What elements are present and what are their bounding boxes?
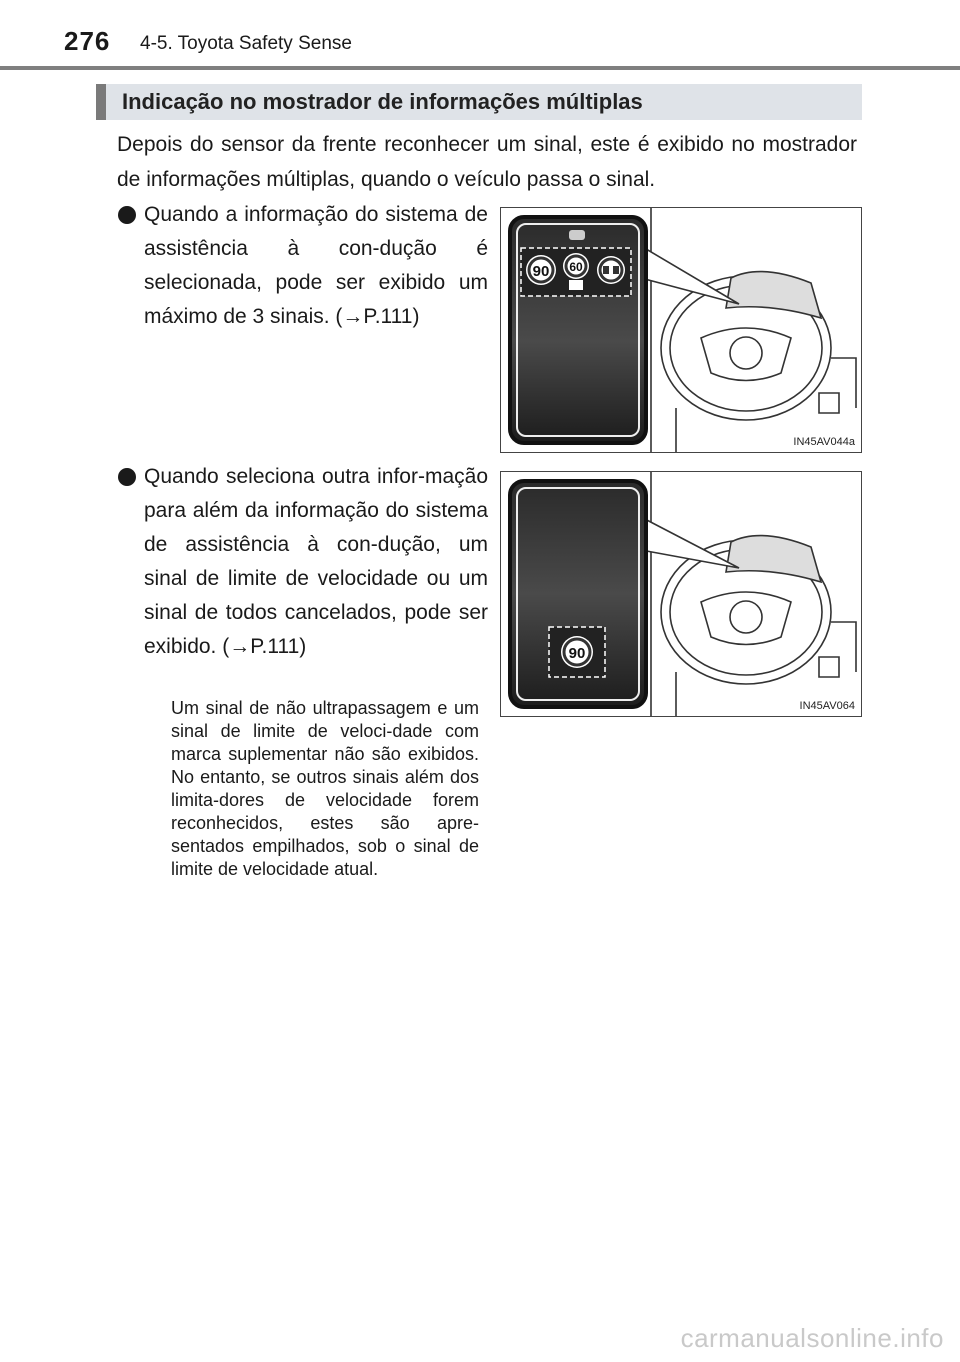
figure-code: IN45AV044a	[793, 436, 855, 448]
figure-display-one-sign	[500, 471, 862, 717]
watermark: carmanualsonline.info	[680, 1323, 944, 1353]
callout-pointer	[641, 246, 739, 304]
sign-value: 60	[569, 260, 583, 274]
sign-value: 90	[568, 645, 586, 662]
car-icon	[569, 230, 585, 240]
steering-wheel-icon	[651, 472, 856, 716]
bullet-dot-icon	[118, 468, 136, 486]
steering-wheel-icon	[651, 208, 856, 452]
no-overtaking-sign-icon	[597, 256, 625, 284]
bullet-item	[118, 198, 488, 334]
page-number: 276	[64, 26, 111, 56]
bullet-text: Quando seleciona outra infor-mação para além da informação do sistema de assistência à con-dução, um sinal de limite de velocidade ou um sinal de todos cancelados, pode ser exibido. (→P.111)	[144, 465, 488, 658]
banner-title: Indicação no mostrador de informações múltiplas	[122, 89, 643, 114]
bullet-dot-icon	[118, 206, 136, 224]
header-rule	[0, 66, 960, 70]
section-banner	[96, 84, 862, 120]
section-path: 4-5. Toyota Safety Sense	[140, 33, 352, 54]
dashboard-illustration	[501, 208, 861, 452]
bullet-text: Quando a informação do sistema de assistência à con-dução é selecionada, pode ser exibido um máximo de 3 sinais. (→P.111)	[144, 203, 488, 328]
sign-value: 90	[532, 263, 550, 280]
bullet-note: Um sinal de não ultrapassagem e um sinal de limite de veloci-dade com marca suplementar não são exibidos. No entanto, se outros sinais além dos limita-dores de velocidade forem reconhecidos, estes são apre-sentados empilhados, sob o sinal de limite de velocidade atual.	[171, 698, 479, 879]
figure-display-three-signs	[500, 207, 862, 453]
dashboard-illustration	[501, 472, 861, 716]
bullet-item	[118, 460, 488, 664]
figure-code: IN45AV064	[799, 700, 855, 712]
speed-limit-sign-icon	[526, 255, 556, 285]
speed-limit-sign-icon	[561, 636, 593, 668]
intro-paragraph: Depois do sensor da frente reconhecer um sinal, este é exibido no mostrador de informações múltiplas, quando o veículo passa o sinal.	[117, 133, 857, 191]
